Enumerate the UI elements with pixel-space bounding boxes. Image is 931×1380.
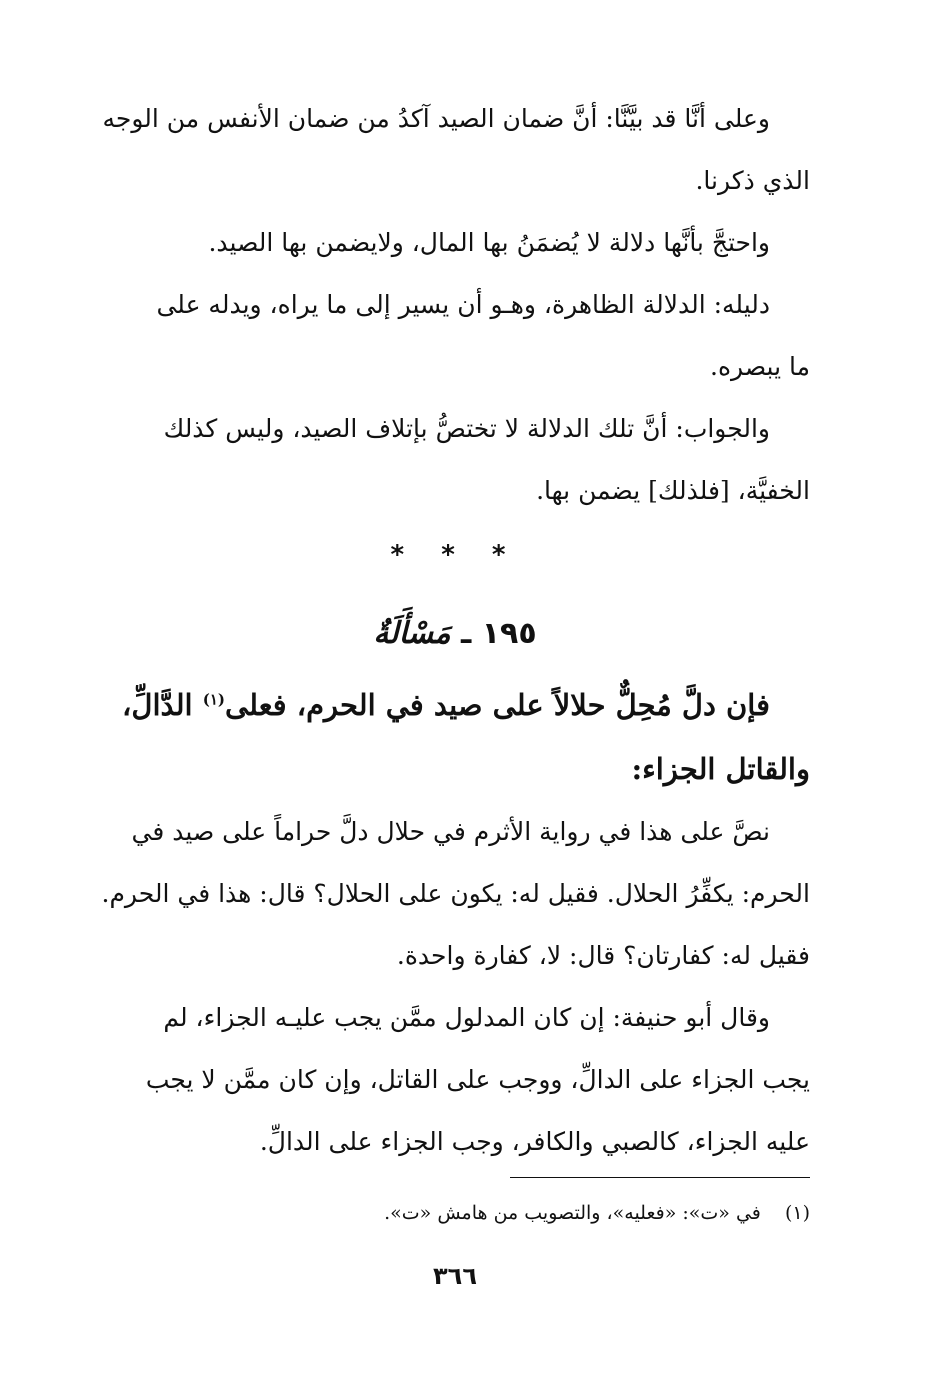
paragraph-line: فقيل له: كفارتان؟ قال: لا، كفارة واحدة. <box>396 941 810 970</box>
paragraph <box>100 801 810 987</box>
footnote-reference[interactable]: (١) <box>202 690 225 709</box>
paragraph-line: واحتجَّ بأنَّها دلالة لا يُضمَنُ بها المال، ولايضمن بها الصيد. <box>208 228 770 257</box>
paragraph-line: الذي ذكرنا. <box>695 166 810 195</box>
text-block-top <box>100 88 810 522</box>
paragraph-line: وعلى أنَّا قد بيَّنَّا: أنَّ ضمان الصيد آكدُ من ضمان الأنفس من الوجه <box>102 104 770 133</box>
paragraph-line: والجواب: أنَّ تلك الدلالة لا تختصُّ بإتلاف الصيد، وليس كذلك <box>163 414 770 443</box>
issue-heading <box>100 612 810 656</box>
paragraph-line: دليله: الدلالة الظاهرة، وهـو أن يسير إلى ما يراه، ويدله على <box>156 290 770 319</box>
footnote-divider <box>510 1177 810 1178</box>
question-text: الدَّالِّ، <box>122 688 203 722</box>
question-text: والقاتل الجزاء: <box>631 752 810 786</box>
book-page <box>100 0 810 1380</box>
paragraph-line: عليه الجزاء، كالصبي والكافر، وجب الجزاء على الدالِّ. <box>259 1127 810 1156</box>
section-separator: * * * <box>390 540 520 570</box>
paragraph <box>100 212 810 274</box>
paragraph <box>100 398 810 522</box>
text-block-bottom <box>100 673 810 1173</box>
paragraph-line: نصَّ على هذا في رواية الأثرم في حلال دلَّ حراماً على صيد في <box>131 817 770 846</box>
paragraph-line: ما يبصره. <box>710 352 810 381</box>
paragraph-line: الحرم: يكفِّرُ الحلال. فقيل له: يكون على الحلال؟ قال: هذا في الحرم. <box>101 879 810 908</box>
question-text: فإن دلَّ مُحِلٌّ حلالاً على صيد في الحرم، فعلى <box>225 688 770 722</box>
page-number: ٣٦٦ <box>433 1262 477 1290</box>
issue-question <box>100 673 810 801</box>
paragraph-line: وقال أبو حنيفة: إن كان المدلول ممَّن يجب عليـه الجزاء، لم <box>163 1003 770 1032</box>
paragraph <box>100 274 810 398</box>
paragraph-line: الخفيَّة، [فلذلك] يضمن بها. <box>536 476 810 505</box>
issue-title: مَسْأَلَةٌ <box>373 616 451 651</box>
footnote-text: في «ت»: «فعليه»، والتصويب من هامش «ت». <box>384 1202 761 1224</box>
paragraph <box>100 987 810 1173</box>
paragraph <box>100 88 810 212</box>
footnote-number: (١) <box>784 1202 810 1224</box>
paragraph-line: يجب الجزاء على الدالِّ، ووجب على القاتل، وإن كان ممَّن لا يجب <box>145 1065 810 1094</box>
issue-number: ١٩٥ ـ <box>461 616 537 651</box>
footnote <box>100 1198 810 1228</box>
